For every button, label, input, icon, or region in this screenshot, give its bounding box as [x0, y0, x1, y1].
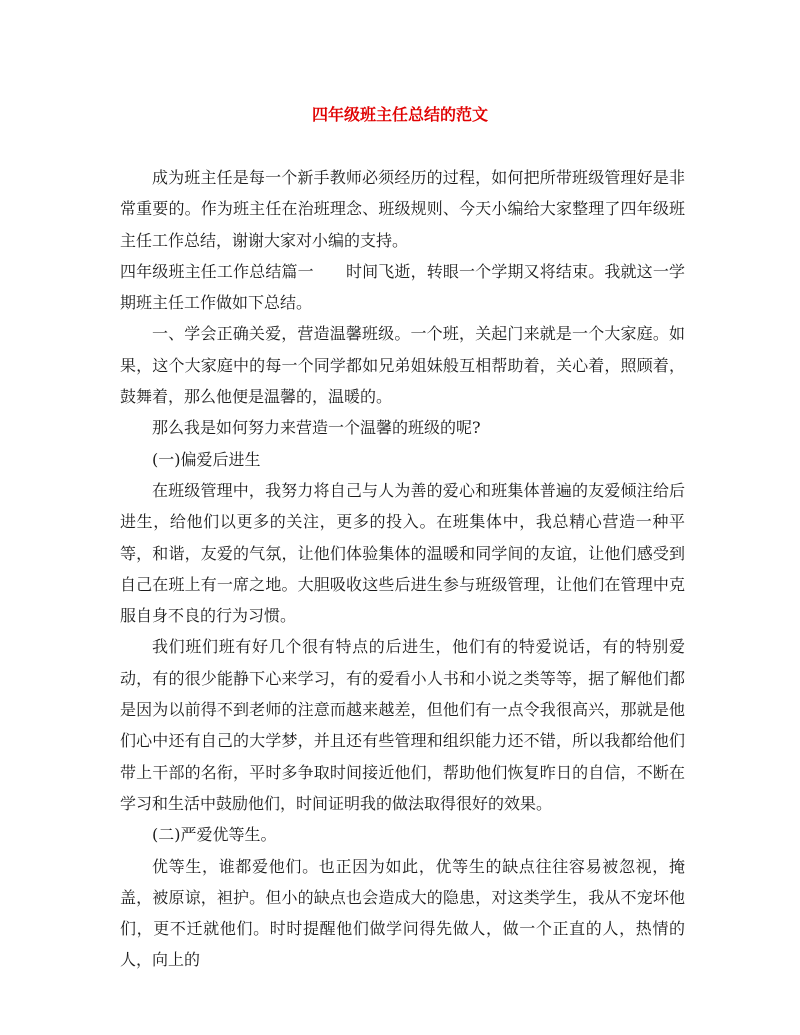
document-body [120, 162, 685, 976]
section-heading: 四年级班主任工作总结篇一 [120, 261, 314, 281]
paragraph-intro: 成为班主任是每一个新手教师必须经历的过程，如何把所带班级管理好是非常重要的。作为班主任在治班理念、班级规则、今天小编给大家整理了四年级班主任工作总结，谢谢大家对小编的支持。 [120, 168, 685, 250]
paragraph-section-one: 一、学会正确关爱，营造温馨班级。一个班，关起门来就是一个大家庭。如果，这个大家庭中的每一个同学都如兄弟姐妹般互相帮助着，关心着，照顾着，鼓舞着，那么他便是温馨的，温暖的。 [120, 324, 685, 407]
document-title: 四年级班主任总结的范文 [311, 105, 488, 124]
summary-one-text: 时间飞逝，转眼一个学期又将结束。我就这一学期班主任工作做如下总结。 [120, 261, 685, 313]
subheading-one: (一)偏爱后进生 [152, 449, 261, 469]
paragraph-summary-one [120, 256, 685, 319]
subheading-two: (二)严爱优等生。 [152, 825, 277, 845]
paragraph-class-examples: 我们班们班有好几个很有特点的后进生，他们有的特爱说话，有的特别爱动，有的很少能静下心来学习，有的爱看小人书和小说之类等等，据了解他们都是因为以前得不到老师的注意而越来越差，但他们有一点令我很高兴，那就是他们心中还有自己的大学梦，并且还有些管理和组织能力还不错，所以我都给他们带上干部的名衔，平时多争取时间接近他们，帮助他们恢复昨日的自信，不断在学习和生活中鼓励他们，时间证明我的做法取得很好的效果。 [120, 637, 685, 813]
paragraph-backward-students: 在班级管理中，我努力将自己与人为善的爱心和班集体普遍的友爱倾注给后进生，给他们以更多的关注，更多的投入。在班集体中，我总精心营造一种平等，和谐，友爱的气氛，让他们体验集体的温暖和同学间的友谊，让他们感受到自己在班上有一席之地。大胆吸收这些后进生参与班级管理，让他们在管理中克服自身不良的行为习惯。 [120, 480, 685, 626]
paragraph-top-students: 优等生，谁都爱他们。也正因为如此，优等生的缺点往往容易被忽视，掩盖，被原谅，袒护。但小的缺点也会造成大的隐患，对这类学生，我从不宠坏他们，更不迁就他们。时时提醒他们做学问得先做人，做一个正直的人，热情的人，向上的 [120, 856, 685, 970]
paragraph-question: 那么我是如何努力来营造一个温馨的班级的呢? [152, 418, 481, 438]
